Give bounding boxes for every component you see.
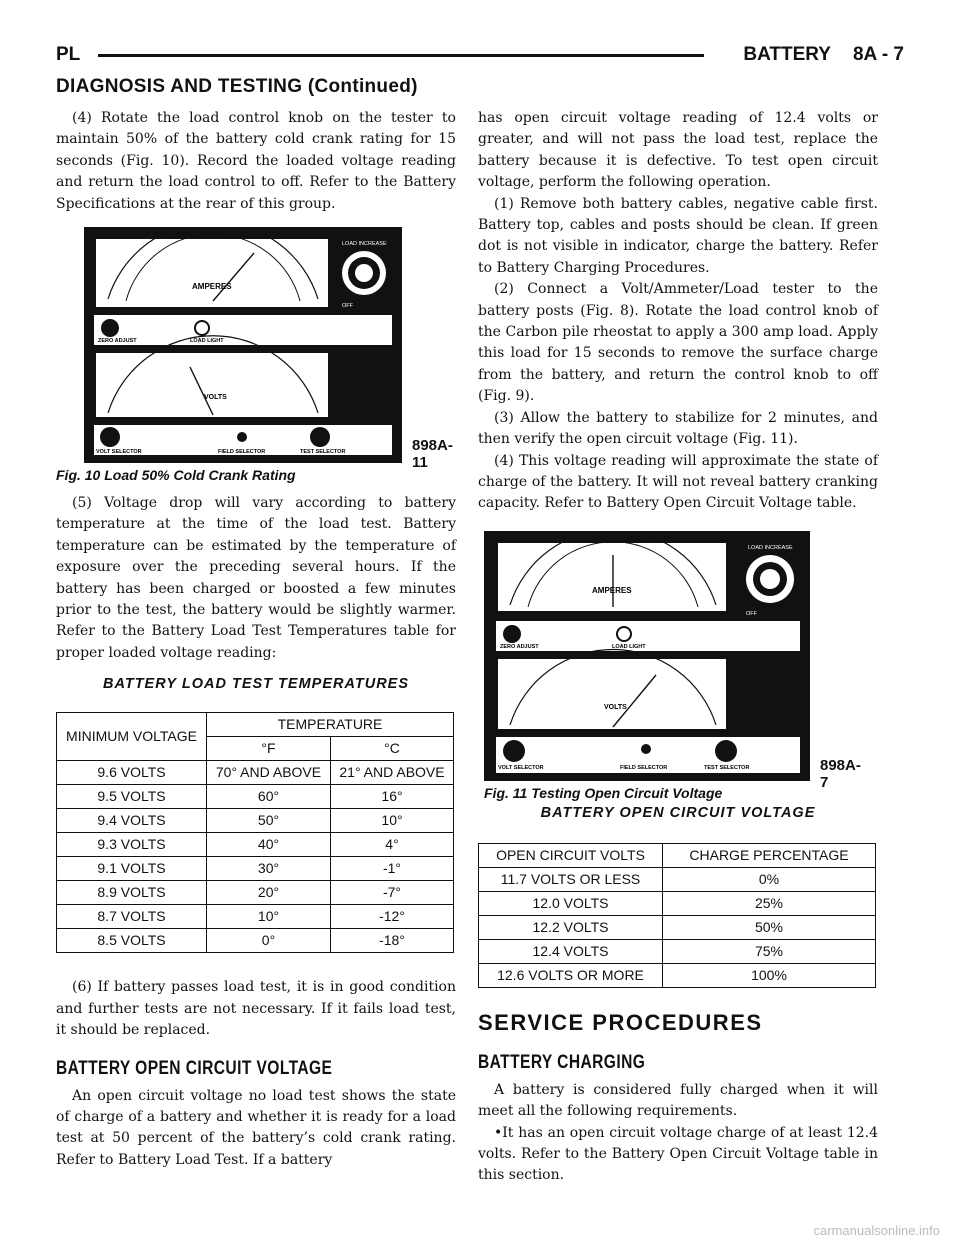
- charging-requirement-bullet: [478, 1123, 878, 1187]
- load-knob-center: [355, 264, 373, 282]
- left-column: [56, 108, 456, 1171]
- table-cell: 8.5 VOLTS: [57, 929, 207, 953]
- temperature-table: [56, 712, 454, 953]
- load-light-label: LOAD LIGHT: [190, 338, 224, 345]
- temp-header-temperature: TEMPERATURE: [207, 713, 454, 737]
- section-continued-title: DIAGNOSIS AND TESTING (Continued): [56, 76, 418, 97]
- table-cell: 0°: [207, 929, 331, 953]
- page-header: [56, 44, 904, 68]
- temp-header-c: °C: [331, 737, 454, 761]
- load-increase-label: LOAD INCREASE: [342, 241, 387, 248]
- load-light-indicator: [195, 321, 209, 335]
- table-cell: 9.6 VOLTS: [57, 761, 207, 785]
- header-model: PL: [56, 44, 81, 65]
- volt-selector-knob: [100, 427, 120, 447]
- tester-panel-svg: [486, 533, 808, 779]
- test-selector-label: TEST SELECTOR: [300, 449, 346, 456]
- ocv-step-4: (4) This voltage reading will approximate the state of charge of the battery. It will not reveal battery cranking capacity. Refer to Battery Open Circuit Voltage table.: [478, 452, 878, 512]
- table-cell: 9.4 VOLTS: [57, 809, 207, 833]
- table-cell: 16°: [331, 785, 454, 809]
- voltmeter-window: [96, 353, 328, 417]
- temp-header-f: °F: [207, 737, 331, 761]
- test-selector-label: TEST SELECTOR: [704, 764, 750, 771]
- zero-adjust-band: [94, 315, 392, 345]
- table-cell: 100%: [663, 963, 876, 987]
- load-light-indicator: [617, 627, 631, 641]
- header-section: BATTERY: [743, 44, 831, 65]
- table-cell: 20°: [207, 881, 331, 905]
- voltmeter-window: [498, 659, 726, 729]
- table-row: [57, 785, 454, 809]
- zero-adjust-label: ZERO ADJUST: [500, 643, 539, 650]
- open-circuit-voltage-table: [478, 843, 876, 988]
- table-cell: 0%: [663, 867, 876, 891]
- ammeter-window: [498, 543, 726, 611]
- zero-adjust-knob: [503, 625, 521, 643]
- header-rule: [98, 54, 704, 57]
- table-cell: 9.5 VOLTS: [57, 785, 207, 809]
- battery-charging-heading: BATTERY CHARGING: [478, 1051, 646, 1073]
- step-4-paragraph: (4) Rotate the load control knob on the tester to maintain 50% of the battery cold crank rating for 15 seconds (Fig. 10). Record the loaded voltage reading and return the load control to off. Refer to the Battery Specifications at the rear of this group.: [56, 110, 456, 212]
- ammeter-window: [96, 239, 328, 307]
- table-cell: 9.1 VOLTS: [57, 857, 207, 881]
- ocv-header-charge: CHARGE PERCENTAGE: [663, 843, 876, 867]
- load-off-label: OFF: [746, 610, 757, 617]
- temperature-table-caption: BATTERY LOAD TEST TEMPERATURES: [102, 676, 410, 693]
- table-cell: 21° AND ABOVE: [331, 761, 454, 785]
- bullet-glyph: •: [494, 1124, 503, 1141]
- table-cell: 12.6 VOLTS OR MORE: [479, 963, 663, 987]
- table-cell: 12.4 VOLTS: [479, 939, 663, 963]
- field-selector-knob: [641, 744, 651, 754]
- table-row: [57, 761, 454, 785]
- table-cell: 30°: [207, 857, 331, 881]
- table-cell: 25%: [663, 891, 876, 915]
- right-column: [478, 108, 878, 1187]
- test-selector-knob: [715, 740, 737, 762]
- zero-adjust-knob: [101, 319, 119, 337]
- table-cell: 60°: [207, 785, 331, 809]
- table-cell: -18°: [331, 929, 454, 953]
- field-selector-label: FIELD SELECTOR: [620, 764, 668, 771]
- service-procedures-heading: SERVICE PROCEDURES: [478, 1009, 763, 1035]
- tester-panel-svg: [86, 229, 400, 461]
- table-cell: 8.9 VOLTS: [57, 881, 207, 905]
- battery-charging-paragraph: A battery is considered fully charged when it will meet all the following requirements.: [478, 1081, 878, 1120]
- ocv-table-caption: BATTERY OPEN CIRCUIT VOLTAGE: [540, 804, 816, 821]
- ocv-step-2: (2) Connect a Volt/Ammeter/Load tester to the battery posts (Fig. 8). Rotate the load control knob of the Carbon pile rheostat to apply a 300 amp load. Apply this load for 15 seconds to remove the surface charge from the battery, and return the control knob to off (Fig. 9).: [478, 281, 878, 405]
- table-cell: 8.7 VOLTS: [57, 905, 207, 929]
- voltmeter-label: VOLTS: [604, 703, 627, 711]
- table-row: [479, 963, 876, 987]
- figure-10-id: 898A-11: [412, 437, 453, 472]
- voltmeter-label: VOLTS: [204, 394, 227, 402]
- ammeter-label: AMPERES: [592, 585, 632, 595]
- step-6-paragraph: (6) If battery passes load test, it is in good condition and further tests are not necessary. If it fails load test, it should be replaced.: [56, 979, 456, 1039]
- table-cell: 70° AND ABOVE: [207, 761, 331, 785]
- table-cell: 9.3 VOLTS: [57, 833, 207, 857]
- table-cell: -1°: [331, 857, 454, 881]
- ocv-step-1: (1) Remove both battery cables, negative cable first. Battery top, cables and posts should be clean. If green dot is not visible in indicator, charge the battery. Refer to Battery Charging Procedures.: [478, 195, 878, 276]
- table-row: [479, 867, 876, 891]
- volt-selector-knob: [503, 740, 525, 762]
- table-cell: 75%: [663, 939, 876, 963]
- table-row: [57, 809, 454, 833]
- step-5-paragraph: (5) Voltage drop will vary according to battery temperature at the time of the load test. Battery temperature can be estimated by the temperature of exposure over the preceding several hours. If the battery has been charged or boosted a few minutes prior to the test, the battery would be slightly warmer. Refer to the Battery Load Test Temperatures table for proper loaded voltage reading:: [56, 495, 456, 661]
- field-selector-knob: [237, 432, 247, 442]
- table-cell: -12°: [331, 905, 454, 929]
- load-light-label: LOAD LIGHT: [612, 643, 646, 650]
- load-increase-label: LOAD INCREASE: [748, 544, 793, 551]
- table-row: [57, 857, 454, 881]
- figure-11-caption: Fig. 11 Testing Open Circuit Voltage: [484, 784, 723, 801]
- table-row: [57, 905, 454, 929]
- test-selector-knob: [310, 427, 330, 447]
- table-row: [479, 891, 876, 915]
- ammeter-label: AMPERES: [192, 282, 232, 292]
- open-circuit-voltage-heading: BATTERY OPEN CIRCUIT VOLTAGE: [56, 1057, 333, 1079]
- load-knob-center: [760, 569, 780, 589]
- zero-adjust-band: [496, 621, 800, 651]
- header-page-number: 8A - 7: [852, 44, 904, 65]
- table-cell: 12.2 VOLTS: [479, 915, 663, 939]
- table-cell: 10°: [331, 809, 454, 833]
- watermark-footer: carmanualsonline.info: [813, 1223, 940, 1238]
- table-cell: -7°: [331, 881, 454, 905]
- field-selector-label: FIELD SELECTOR: [218, 449, 266, 456]
- table-row: [479, 939, 876, 963]
- table-cell: 4°: [331, 833, 454, 857]
- header-right: [743, 44, 904, 66]
- table-cell: 50%: [663, 915, 876, 939]
- figure-11-id: 898A-7: [820, 756, 861, 791]
- table-row: [57, 881, 454, 905]
- table-row: [57, 833, 454, 857]
- figure-10-caption: Fig. 10 Load 50% Cold Crank Rating: [56, 467, 296, 484]
- table-cell: 40°: [207, 833, 331, 857]
- open-circuit-continued-paragraph: has open circuit voltage reading of 12.4 volts or greater, and will not pass the load test, replace the battery because it is defective. To test open circuit voltage, perform the following operation.: [478, 110, 878, 191]
- table-row: [57, 929, 454, 953]
- temp-header-minimum-voltage: MINIMUM VOLTAGE: [57, 713, 207, 761]
- volt-selector-label: VOLT SELECTOR: [96, 449, 142, 456]
- table-cell: 10°: [207, 905, 331, 929]
- volt-selector-label: VOLT SELECTOR: [498, 764, 544, 771]
- table-cell: 12.0 VOLTS: [479, 891, 663, 915]
- ocv-step-3: (3) Allow the battery to stabilize for 2 minutes, and then verify the open circuit voltage (Fig. 11).: [478, 409, 878, 448]
- table-cell: 50°: [207, 809, 331, 833]
- figure-11-tester-illustration: [484, 531, 861, 791]
- table-cell: 11.7 VOLTS OR LESS: [479, 867, 663, 891]
- load-off-label: OFF: [342, 303, 353, 310]
- open-circuit-intro-paragraph: An open circuit voltage no load test shows the state of charge of a battery and whether it is ready for a load test at 50 percent of the battery’s cold crank rating. Refer to Battery Load Test. If a battery: [56, 1087, 456, 1168]
- figure-10-tester-illustration: [84, 227, 453, 472]
- zero-adjust-label: ZERO ADJUST: [98, 338, 137, 345]
- table-row: [479, 915, 876, 939]
- ocv-header-volts: OPEN CIRCUIT VOLTS: [479, 843, 663, 867]
- bullet-text: It has an open circuit voltage charge of at least 12.4 volts. Refer to the Battery Open Circuit Voltage table in this section.: [478, 1124, 878, 1184]
